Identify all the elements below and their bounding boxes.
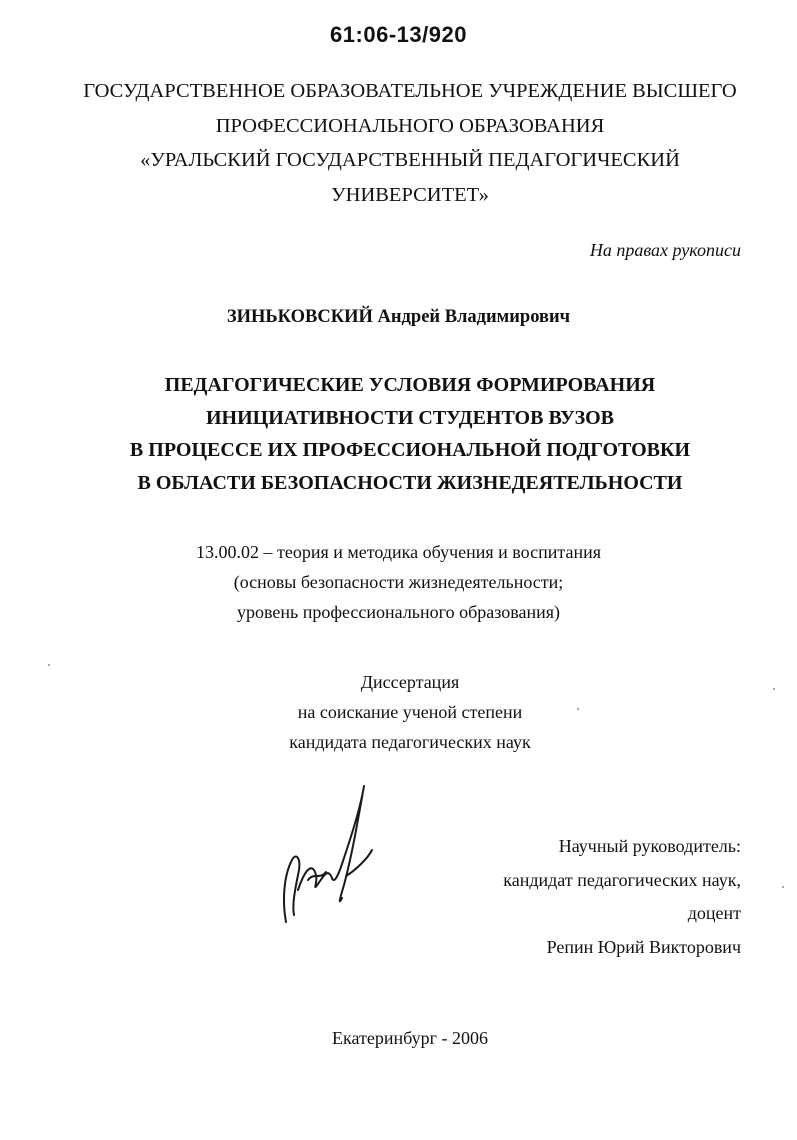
supervisor-line: доцент — [687, 903, 741, 923]
scan-speck — [782, 886, 784, 888]
scan-speck — [577, 708, 579, 710]
institution-line: ПРОФЕССИОНАЛЬНОГО ОБРАЗОВАНИЯ — [215, 114, 605, 137]
dissertation-title — [20, 369, 797, 499]
specialty-line: (основы безопасности жизнедеятельности; — [233, 572, 564, 592]
institution-name — [60, 74, 760, 212]
city-year: Екатеринбург - 2006 — [332, 1028, 488, 1048]
specialty-block — [0, 537, 797, 627]
specialty-line: уровень профессионального образования) — [236, 602, 561, 622]
degree-block — [0, 667, 797, 757]
archive-code: 61:06-13/920 — [330, 22, 467, 47]
supervisor-line: кандидат педагогических наук, — [503, 869, 741, 890]
rights-note: На правах рукописи — [589, 240, 741, 260]
institution-line: ГОСУДАРСТВЕННОЕ ОБРАЗОВАТЕЛЬНОЕ УЧРЕЖДЕНИЕ ВЫСШЕГО — [83, 80, 737, 102]
author-name: ЗИНЬКОВСКИЙ Андрей Владимирович — [226, 307, 571, 327]
scan-speck — [48, 664, 50, 666]
institution-line: УНИВЕРСИТЕТ» — [331, 183, 489, 206]
degree-line: на соискание ученой степени — [297, 702, 523, 722]
supervisor-line: Репин Юрий Викторович — [546, 936, 741, 957]
degree-line: кандидата педагогических наук — [289, 732, 531, 752]
specialty-line: 13.00.02 – теория и методика обучения и воспитания — [195, 542, 602, 562]
title-line: ПЕДАГОГИЧЕСКИЕ УСЛОВИЯ ФОРМИРОВАНИЯ — [164, 374, 656, 396]
handwritten-signature — [268, 780, 388, 930]
title-line: ИНИЦИАТИВНОСТИ СТУДЕНТОВ ВУЗОВ — [205, 406, 615, 429]
supervisor-block — [503, 830, 741, 964]
institution-line: «УРАЛЬСКИЙ ГОСУДАРСТВЕННЫЙ ПЕДАГОГИЧЕСКИЙ — [140, 149, 680, 171]
title-line: В ПРОЦЕССЕ ИХ ПРОФЕССИОНАЛЬНОЙ ПОДГОТОВКИ — [129, 439, 691, 461]
degree-line: Диссертация — [360, 672, 460, 692]
supervisor-line: Научный руководитель: — [558, 836, 741, 856]
title-line: В ОБЛАСТИ БЕЗОПАСНОСТИ ЖИЗНЕДЕЯТЕЛЬНОСТИ — [137, 471, 683, 494]
scan-speck — [773, 688, 775, 690]
